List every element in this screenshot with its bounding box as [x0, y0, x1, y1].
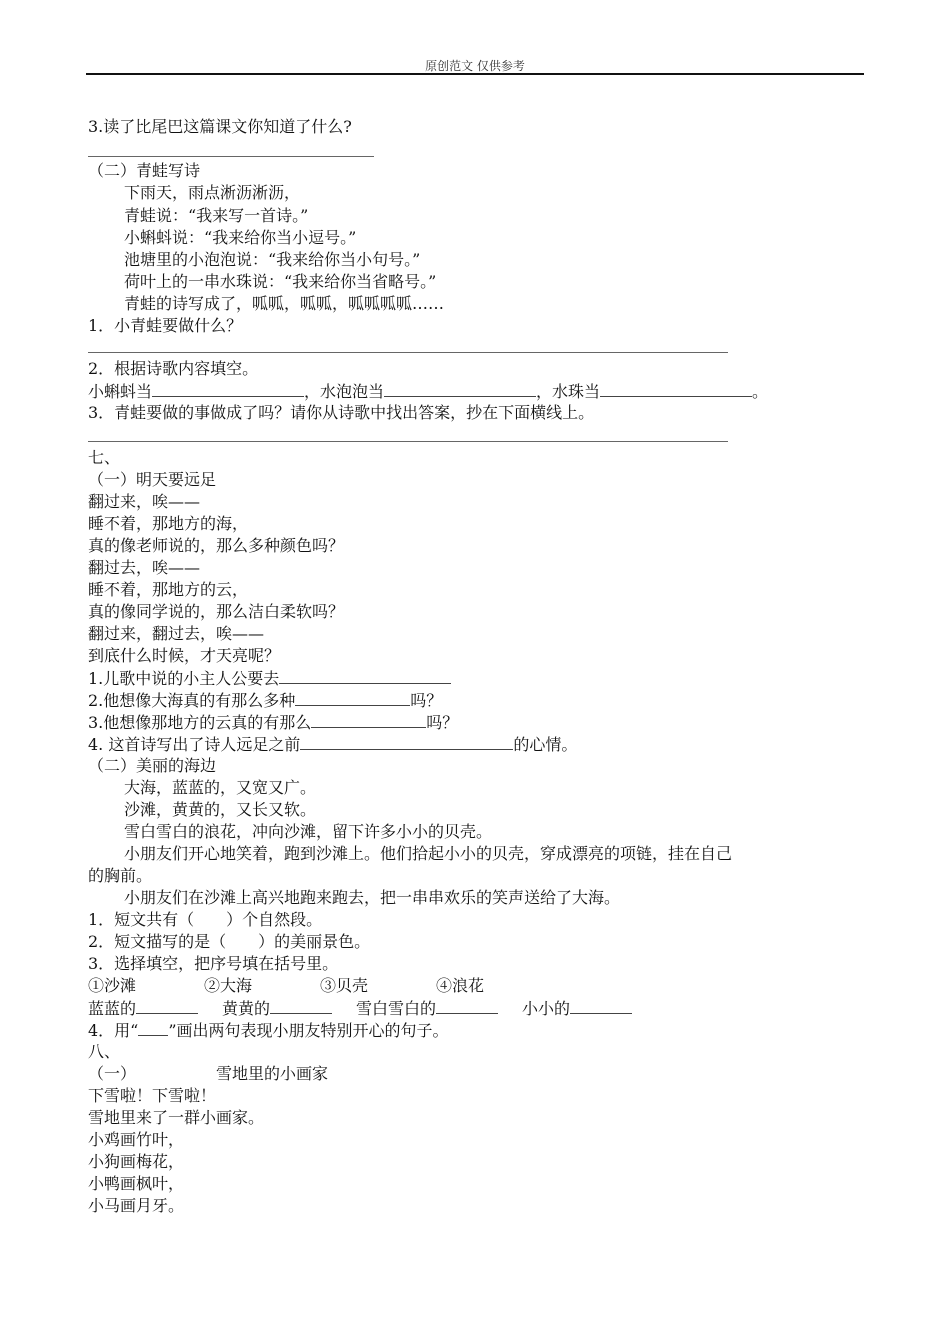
option: ③贝壳	[320, 976, 369, 995]
poem-line: 真的像同学说的，那么洁白柔软吗？	[88, 602, 345, 621]
paragraph: 小朋友们开心地笑着，跑到沙滩上。他们拾起小小的贝壳，穿成漂亮的项链，挂在自己	[124, 844, 733, 863]
option: ④浪花	[436, 976, 485, 995]
poem-line: 青蛙的诗写成了，呱呱，呱呱，呱呱呱呱……	[124, 294, 445, 313]
blank-field[interactable]	[270, 998, 332, 1014]
poem-line: 下雪啦！下雪啦！	[88, 1086, 217, 1105]
section-title: （二）美丽的海边	[88, 756, 217, 775]
fill-label: 吗？	[426, 713, 459, 732]
poem-line: 小蝌蚪说：“我来给你当小逗号。”	[124, 228, 357, 247]
question-text: 2．根据诗歌内容填空。	[88, 359, 259, 378]
fill-label: 4. 这首诗写出了诗人远足之前	[88, 735, 301, 754]
section-title	[88, 1064, 328, 1084]
question-text: 2．短文描写的是（ ）的美丽景色。	[88, 932, 371, 951]
question-text: 3.读了比尾巴这篇课文你知道了什么?	[88, 117, 352, 136]
fill-in-line	[88, 690, 442, 711]
poem-line: 翻过去，唉——	[88, 558, 201, 577]
answer-line	[88, 441, 728, 442]
fill-label: 的心情。	[513, 735, 578, 754]
header-rule	[86, 73, 864, 75]
blank-field[interactable]	[570, 998, 632, 1014]
poem-line: 小马画月牙。	[88, 1196, 185, 1215]
fill-label: 雪白雪白的	[356, 999, 437, 1018]
blank-field[interactable]	[295, 690, 410, 706]
fill-label: 。	[752, 382, 769, 401]
paragraph: 雪白雪白的浪花，冲向沙滩，留下许多小小的贝壳。	[124, 822, 493, 841]
poem-line: 真的像老师说的，那么多种颜色吗？	[88, 536, 345, 555]
fill-label: 小蝌蚪当	[88, 382, 153, 401]
fill-label: 4．用“	[88, 1021, 139, 1040]
blank-field[interactable]	[279, 668, 451, 684]
fill-label: 蓝蓝的	[88, 999, 137, 1018]
poem-line: 小鸡画竹叶，	[88, 1130, 185, 1149]
question-text: 1．短文共有（ ）个自然段。	[88, 910, 323, 929]
underline-sample	[138, 1020, 168, 1036]
answer-line	[88, 352, 728, 353]
fill-in-line	[88, 381, 768, 402]
paragraph: 沙滩，黄黄的，又长又软。	[124, 800, 317, 819]
fill-label: ，水珠当	[536, 382, 601, 401]
option-line	[88, 976, 484, 996]
poem-line: 到底什么时候，才天亮呢？	[88, 646, 281, 665]
section-label: 八、	[88, 1042, 121, 1061]
poem-line: 雪地里来了一群小画家。	[88, 1108, 265, 1127]
fill-in-line	[88, 734, 577, 755]
paragraph: 的胸前。	[88, 866, 153, 885]
poem-line: 小狗画梅花，	[88, 1152, 185, 1171]
section-title: （一）明天要远足	[88, 470, 217, 489]
question-text: 3．选择填空，把序号填在括号里。	[88, 954, 339, 973]
fill-label: 黄黄的	[222, 999, 271, 1018]
section-title: （二）青蛙写诗	[88, 161, 201, 180]
fill-in-line	[88, 668, 451, 689]
fill-label: 小小的	[522, 999, 571, 1018]
paragraph: 大海，蓝蓝的，又宽又广。	[124, 778, 317, 797]
poem-line: 翻过来，翻过去，唉——	[88, 624, 265, 643]
fill-label: 3.他想像那地方的云真的有那么	[88, 713, 312, 732]
blank-field[interactable]	[152, 381, 304, 397]
fill-label: 1.儿歌中说的小主人公要去	[88, 669, 280, 688]
blank-field[interactable]	[384, 381, 536, 397]
question-text: 3．青蛙要做的事做成了吗？请你从诗歌中找出答案，抄在下面横线上。	[88, 403, 595, 422]
section-number: （一）	[88, 1064, 137, 1083]
fill-in-line	[88, 998, 632, 1019]
poem-line: 荷叶上的一串水珠说：“我来给你当省略号。”	[124, 272, 437, 291]
question-text: 1．小青蛙要做什么？	[88, 316, 243, 335]
answer-line	[88, 156, 374, 157]
poem-line: 青蛙说：“我来写一首诗。”	[124, 206, 309, 225]
section-name: 雪地里的小画家	[216, 1064, 329, 1083]
fill-label: ”画出两句表现小朋友特别开心的句子。	[168, 1021, 449, 1040]
blank-field[interactable]	[600, 381, 752, 397]
fill-label: 吗？	[410, 691, 443, 710]
blank-field[interactable]	[311, 712, 426, 728]
poem-line: 翻过来，唉——	[88, 492, 201, 511]
page-header: 原创范文 仅供参考	[425, 59, 525, 73]
option: ②大海	[204, 976, 253, 995]
option: ①沙滩	[88, 976, 137, 995]
poem-line: 睡不着，那地方的云，	[88, 580, 249, 599]
blank-field[interactable]	[136, 998, 198, 1014]
poem-line: 下雨天，雨点淅沥淅沥，	[124, 183, 301, 202]
fill-label: ，水泡泡当	[304, 382, 385, 401]
poem-line: 睡不着，那地方的海，	[88, 514, 249, 533]
paragraph: 小朋友们在沙滩上高兴地跑来跑去，把一串串欢乐的笑声送给了大海。	[124, 888, 621, 907]
fill-in-line	[88, 1020, 449, 1041]
fill-label: 2.他想像大海真的有那么多种	[88, 691, 296, 710]
blank-field[interactable]	[436, 998, 498, 1014]
fill-in-line	[88, 712, 458, 733]
section-label: 七、	[88, 448, 121, 467]
poem-line: 小鸭画枫叶，	[88, 1174, 185, 1193]
blank-field[interactable]	[300, 734, 513, 750]
poem-line: 池塘里的小泡泡说：“我来给你当小句号。”	[124, 250, 421, 269]
